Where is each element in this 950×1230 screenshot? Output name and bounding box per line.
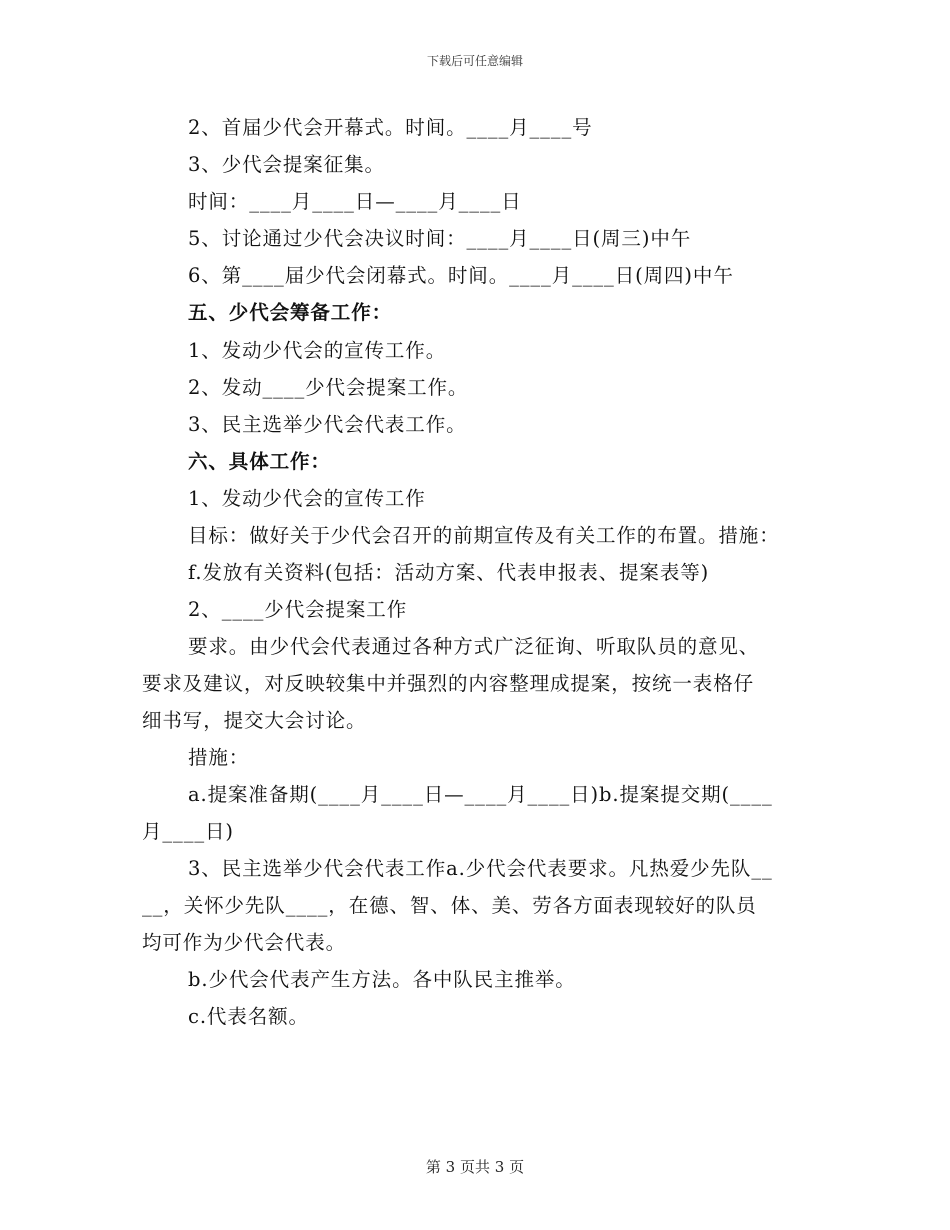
text-line: a.提案准备期(____月____日—____月____日)b.提案提交期(____ xyxy=(188,783,773,806)
text-line: 1、发动少代会的宣传工作 xyxy=(188,487,426,510)
section-heading: 六、具体工作： xyxy=(188,450,331,473)
page-footer: 第 3 页共 3 页 xyxy=(425,1158,525,1176)
text-line: 要求及建议，对反映较集中并强烈的内容整理成提案，按统一表格仔 xyxy=(142,672,755,695)
text-line: b.少代会代表产生方法。各中队民主推举。 xyxy=(188,968,576,991)
text-line: 2、首届少代会开幕式。时间。____月____号 xyxy=(188,116,593,139)
text-line: 措施： xyxy=(188,746,250,769)
text-line: __，关怀少先队____，在德、智、体、美、劳各方面表现较好的队员 xyxy=(142,894,757,917)
text-line: 月____日) xyxy=(142,820,234,843)
text-line: 2、发动____少代会提案工作。 xyxy=(188,376,469,399)
text-line: 3、少代会提案征集。 xyxy=(188,153,385,176)
text-line: c.代表名额。 xyxy=(188,1005,309,1028)
text-line: f.发放有关资料(包括：活动方案、代表申报表、提案表等) xyxy=(188,561,710,584)
text-line: 6、第____届少代会闭幕式。时间。____月____日(周四)中午 xyxy=(188,264,734,287)
text-line: 5、讨论通过少代会决议时间：____月____日(周三)中午 xyxy=(188,227,692,250)
section-heading: 五、少代会筹备工作： xyxy=(188,301,393,324)
text-line: 要求。由少代会代表通过各种方式广泛征询、听取队员的意见、 xyxy=(188,635,760,658)
text-line: 2、____少代会提案工作 xyxy=(188,598,408,621)
page-header: 下载后可任意编辑 xyxy=(426,54,523,68)
text-line: 3、民主选举少代会代表工作。 xyxy=(188,413,467,436)
text-line: 1、发动少代会的宣传工作。 xyxy=(188,339,447,362)
text-line: 目标：做好关于少代会召开的前期宣传及有关工作的布置。措施： xyxy=(188,524,780,547)
text-line: 均可作为少代会代表。 xyxy=(142,931,347,954)
text-line: 3、民主选举少代会代表工作a.少代会代表要求。凡热爱少先队__ xyxy=(188,857,773,880)
text-line: 时间：____月____日—____月____日 xyxy=(188,190,522,213)
text-line: 细书写，提交大会讨论。 xyxy=(142,709,367,732)
